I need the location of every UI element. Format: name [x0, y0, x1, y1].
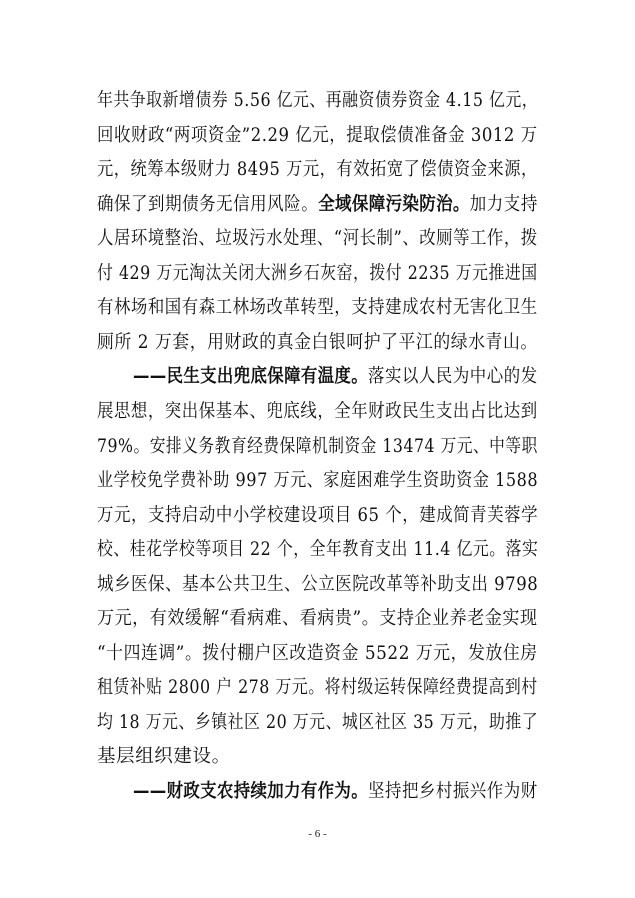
- text-run: 基层组织建设。: [97, 746, 231, 768]
- text-run: 元，统筹本级财力 8495 万元，有效拓宽了偿债资金来源，: [97, 159, 538, 181]
- text-run: 业学校免学费补助 997 万元、家庭困难学生资助资金 1588: [97, 470, 539, 492]
- text-line: [97, 744, 231, 770]
- text-line: [97, 710, 538, 736]
- text-line: [97, 157, 538, 183]
- text-run: 回收财政“两项资金”2.29 亿元，提取偿债准备金 3012 万: [97, 124, 538, 146]
- text-line: [97, 88, 538, 114]
- text-line: [97, 537, 538, 563]
- text-line: [97, 399, 538, 425]
- text-run: 城乡医保、基本公共卫生、公立医院改革等补助支出 9798: [97, 573, 539, 595]
- text-line: [97, 295, 538, 321]
- text-line: [97, 192, 538, 218]
- text-run: 人居环境整治、垃圾污水处理、“河长制”、改厕等工作，拨: [97, 228, 538, 250]
- text-run: 确保了到期债务无信用风险。: [97, 193, 319, 215]
- text-run: 79%。安排义务教育经费保障机制资金 13474 万元、中等职: [97, 435, 538, 457]
- bold-heading-run: 全域保障污染防治。: [318, 193, 470, 215]
- text-line: [97, 675, 538, 701]
- text-line: [97, 468, 538, 494]
- text-run: 年共争取新增债券 5.56 亿元、再融资债券资金 4.15 亿元，: [97, 90, 539, 111]
- text-run: 付 429 万元淘汰关闭大洲乡石灰窑，拨付 2235 万元推进国: [97, 262, 538, 284]
- page-number: - 6 -: [308, 828, 327, 840]
- text-run: 万元，支持启动中小学校建设项目 65 个，建成简青芙蓉学: [97, 504, 539, 526]
- text-line: [97, 226, 538, 252]
- text-run: “十四连调”。拨付棚户区改造资金 5522 万元，发放住房: [97, 642, 538, 664]
- text-line: [97, 330, 538, 356]
- text-line: [97, 606, 538, 632]
- text-run: 加力支持: [469, 193, 538, 215]
- text-line: [97, 641, 538, 667]
- text-line: [97, 123, 538, 149]
- text-run: 有林场和国有森工林场改革转型，支持建成农村无害化卫生: [97, 297, 538, 319]
- text-run: 坚持把乡村振兴作为财: [368, 781, 538, 802]
- text-line: [97, 572, 538, 598]
- text-run: 厕所 2 万套，用财政的真金白银呵护了平江的绿水青山。: [97, 331, 538, 353]
- text-line: [97, 503, 538, 529]
- bold-heading-run: ——民生支出兜底保障有温度。: [133, 366, 369, 388]
- text-run: 租赁补贴 2800 户 278 万元。将村级运转保障经费提高到村: [97, 677, 538, 699]
- text-line: [133, 779, 538, 805]
- text-run: 落实以人民为中心的发: [368, 366, 538, 388]
- text-run: 均 18 万元、乡镇社区 20 万元、城区社区 35 万元，助推了: [97, 711, 539, 733]
- text-line: [133, 364, 538, 390]
- text-line: [97, 261, 538, 287]
- text-run: 万元，有效缓解“看病难、看病贵”。支持企业养老金实现: [97, 608, 538, 630]
- bold-heading-run: ——财政支农持续加力有作为。: [133, 781, 369, 802]
- text-line: [97, 434, 538, 460]
- text-run: 校、桂花学校等项目 22 个，全年教育支出 11.4 亿元。落实: [97, 539, 539, 561]
- text-run: 展思想，突出保基本、兜底线，全年财政民生支出占比达到: [97, 400, 538, 422]
